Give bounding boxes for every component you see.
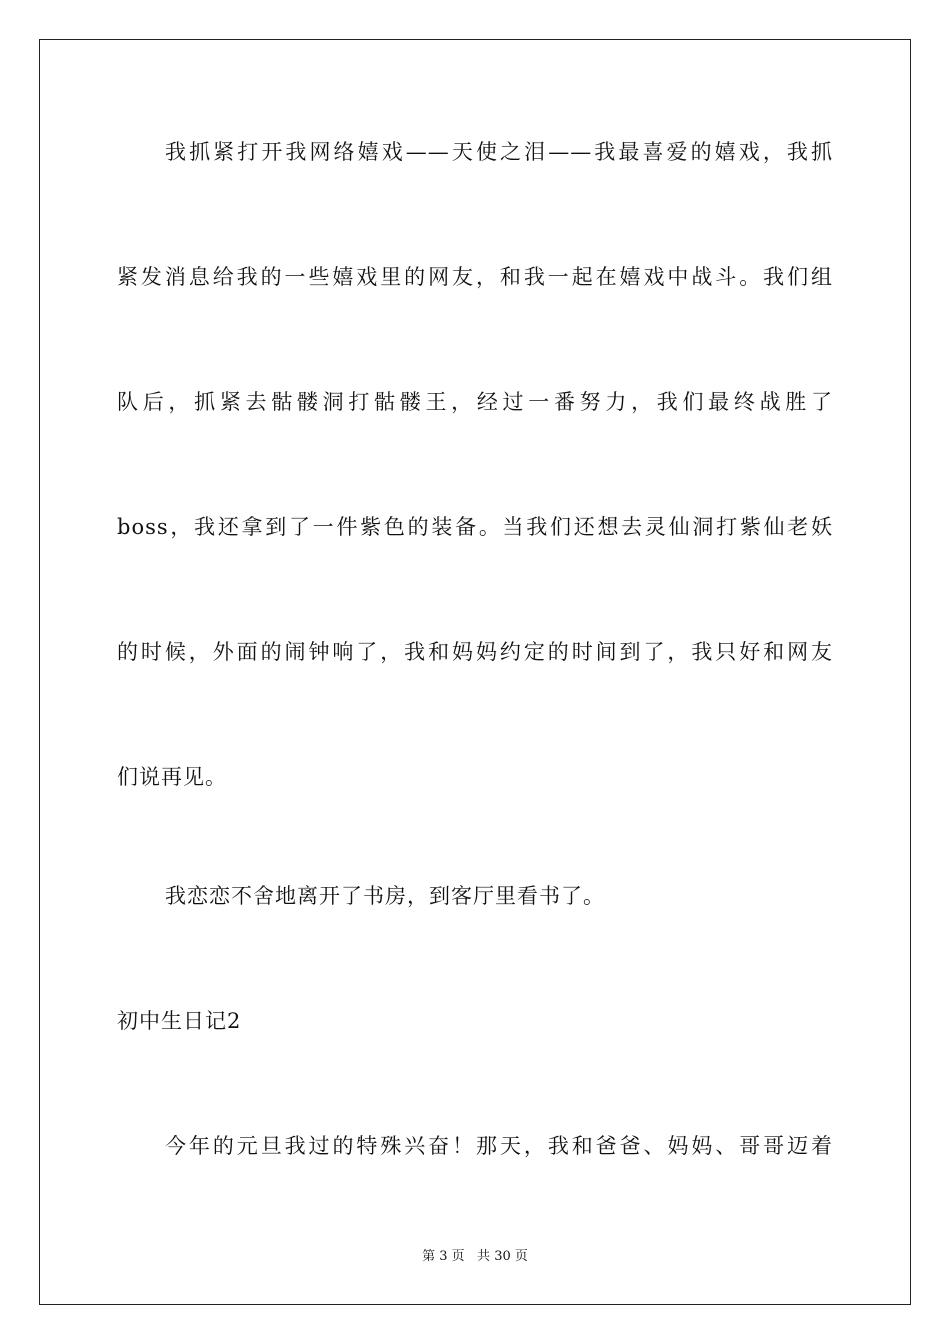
paragraph-line: 紧发消息给我的一些嬉戏里的网友，和我一起在嬉戏中战斗。我们组 (117, 265, 833, 289)
paragraph-line: 们说再见。 (117, 765, 227, 789)
page-number-footer: 第 3 页 共 30 页 (422, 1249, 528, 1264)
section-heading: 初中生日记2 (117, 1009, 242, 1033)
paragraph-line: boss，我还拿到了一件紫色的装备。当我们还想去灵仙洞打紫仙老妖 (117, 515, 833, 539)
paragraph-line: 队后，抓紧去骷髅洞打骷髅王，经过一番努力，我们最终战胜了 (117, 390, 833, 414)
page-border (39, 39, 911, 1305)
paragraph-line: 我抓紧打开我网络嬉戏——天使之泪——我最喜爱的嬉戏，我抓 (165, 140, 833, 164)
paragraph-line: 今年的元旦我过的特殊兴奋！那天，我和爸爸、妈妈、哥哥迈着 (165, 1134, 833, 1158)
paragraph-line: 我恋恋不舍地离开了书房，到客厅里看书了。 (165, 884, 605, 908)
paragraph-line: 的时候，外面的闹钟响了，我和妈妈约定的时间到了，我只好和网友 (117, 640, 833, 664)
